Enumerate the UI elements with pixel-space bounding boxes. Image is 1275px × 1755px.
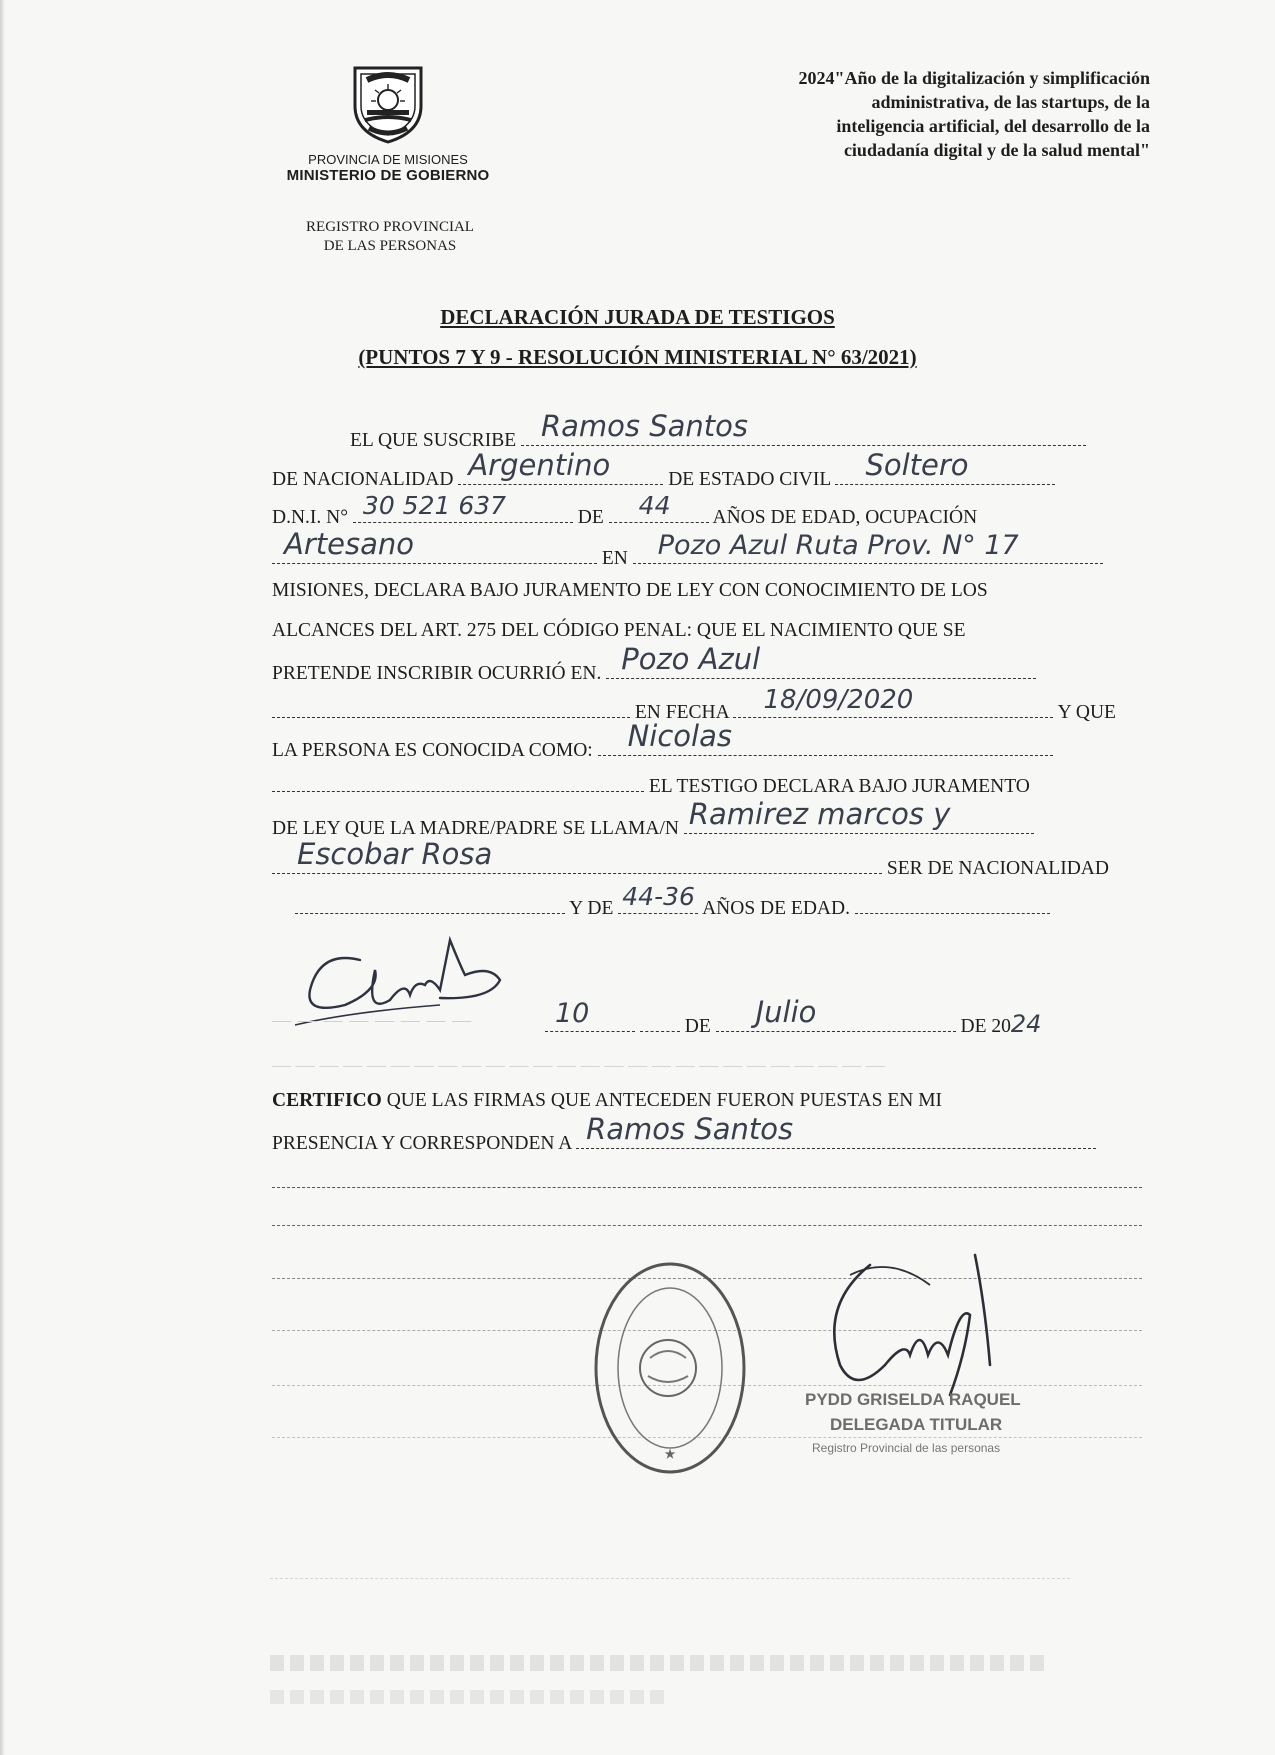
registry-line-2: DE LAS PERSONAS: [323, 238, 457, 254]
fecha-field: [733, 685, 1053, 718]
testigo-label: EL TESTIGO DECLARA BAJO JURAMENTO: [648, 776, 1030, 797]
faded-carbon-text-1: — — — — — — — —: [272, 1010, 473, 1031]
form-line-testigo: [272, 773, 1030, 798]
dni-field: [353, 491, 573, 523]
mes-value: Julio: [755, 995, 817, 1029]
conocida-value: Nicolas: [627, 719, 732, 753]
estado-civil-label: DE ESTADO CIVIL: [668, 469, 831, 490]
form-line-presencia: [272, 1112, 1096, 1155]
testigo-leading-blank: [272, 773, 644, 792]
province-crest-icon: [345, 60, 431, 146]
form-line-lugar: [272, 642, 1036, 685]
faded-bottom-text-1: [270, 1655, 1050, 1671]
ocupacion-field: [272, 527, 597, 564]
presencia-field: [576, 1112, 1096, 1149]
presencia-value: Ramos Santos: [586, 1112, 794, 1146]
de2-label: DE: [684, 1016, 711, 1037]
suscribe-label: EL QUE SUSCRIBE: [350, 430, 517, 451]
year-motto: [640, 66, 1150, 162]
declara-line-1: MISIONES, DECLARA BAJO JURAMENTO DE LEY CON CONOCIMIENTO DE LOS: [272, 580, 988, 601]
document-title: DECLARACIÓN JURADA DE TESTIGOS: [440, 305, 835, 329]
nacionalidad-label: DE NACIONALIDAD: [272, 469, 454, 490]
certifico-rest: QUE LAS FIRMAS QUE ANTECEDEN FUERON PUESTAS EN MI: [386, 1090, 943, 1111]
form-line-ocupacion: [272, 527, 1103, 570]
declara-line-2: ALCANCES DEL ART. 275 DEL CÓDIGO PENAL: QUE EL NACIMIENTO QUE SE: [272, 620, 966, 641]
mes-field: [716, 995, 956, 1032]
conocida-label: LA PERSONA ES CONOCIDA COMO:: [272, 740, 593, 761]
official-org: Registro Provincial de las personas: [812, 1441, 1001, 1455]
official-name: PYDD GRISELDA RAQUEL: [805, 1390, 1021, 1409]
anios-label: AÑOS DE EDAD.: [702, 898, 850, 919]
form-line-edades: [295, 882, 1050, 920]
dni-value: 30 521 637: [362, 491, 507, 520]
y-de-label: Y DE: [569, 898, 614, 919]
en-label: EN: [601, 548, 628, 569]
padres-value-1: Ramirez marcos y: [688, 797, 951, 831]
form-line-conocida: [272, 719, 1053, 762]
dia-value: 10: [555, 998, 590, 1029]
fecha-label: EN FECHA: [634, 702, 729, 723]
presencia-label: PRESENCIA Y CORRESPONDEN A: [272, 1133, 572, 1154]
anio-value: 24: [1010, 1010, 1042, 1038]
form-line-suscribe: [350, 409, 1086, 452]
form-line-nacionalidad: [272, 448, 1055, 491]
motto-line-3: inteligencia artificial, del desarrollo de la: [836, 116, 1150, 136]
fecha-value: 18/09/2020: [763, 685, 914, 715]
edad-field: [609, 491, 709, 523]
fecha-leading-blank: [272, 699, 630, 718]
ministry-logo-block: [268, 60, 508, 184]
motto-line-1: 2024"Año de la digitalización y simplificación: [798, 68, 1150, 88]
faded-bottom-text-2: [270, 1690, 670, 1704]
nacionalidad2-label: SER DE NACIONALIDAD: [886, 858, 1109, 879]
nacionalidad2-blank: [295, 895, 565, 914]
dni-label: D.N.I. N°: [272, 507, 349, 528]
padres-field-1: [684, 797, 1034, 834]
domicilio-value: Pozo Azul Ruta Prov. N° 17: [657, 530, 1019, 561]
scan-edge: [0, 0, 5, 1755]
form-line-dni: [272, 491, 978, 529]
lugar-field: [606, 642, 1036, 679]
nacionalidad-field: [458, 448, 663, 485]
official-seal-stamp: [590, 1258, 750, 1478]
form-line-padres-2: [272, 837, 1109, 880]
edad-label: AÑOS DE EDAD, OCUPACIÓN: [712, 507, 978, 528]
suscribe-field: [521, 409, 1086, 446]
certifico-bold: CERTIFICO: [272, 1090, 382, 1111]
lugar-value: Pozo Azul: [621, 642, 761, 676]
anios-trailing-blank: [855, 895, 1050, 914]
anio-label: DE 20: [960, 1016, 1011, 1037]
registry-line-1: REGISTRO PROVINCIAL: [306, 219, 474, 235]
motto-line-4: ciudadanía digital y de la salud mental": [843, 140, 1150, 160]
official-role: DELEGADA TITULAR: [830, 1415, 1003, 1434]
dia-field: [545, 998, 635, 1032]
ocupacion-value: Artesano: [284, 527, 414, 561]
edad-value: 44: [638, 491, 671, 520]
nacionalidad-value: Argentino: [468, 448, 611, 482]
suscribe-value: Ramos Santos: [541, 409, 749, 443]
province-name: PROVINCIA DE MISIONES: [308, 152, 468, 167]
domicilio-field: [633, 530, 1103, 564]
document-subtitle: (PUNTOS 7 Y 9 - RESOLUCIÓN MINISTERIAL N° 63/2021): [358, 345, 917, 369]
registry-name: [270, 218, 510, 256]
estado-civil-field: [835, 448, 1055, 485]
y-que-label: Y QUE: [1057, 702, 1116, 723]
de-label: DE: [577, 507, 604, 528]
padres-label: DE LEY QUE LA MADRE/PADRE SE LLAMA/N: [272, 818, 679, 839]
ministry-name: MINISTERIO DE GOBIERNO: [286, 167, 490, 184]
form-line-padres: [272, 797, 1034, 840]
padres-value-2: Escobar Rosa: [297, 837, 493, 871]
blank-line-2: [272, 1225, 1142, 1226]
certifico-line: [272, 1090, 942, 1112]
faded-bottom-line-1: [270, 1578, 1070, 1579]
blank-line-1: [272, 1187, 1142, 1188]
lugar-label: PRETENDE INSCRIBIR OCURRIÓ EN.: [272, 663, 602, 684]
official-signature: [810, 1245, 1020, 1405]
form-line-fecha-firma: [545, 995, 1042, 1038]
edades-field: [618, 882, 698, 914]
faded-carbon-text-2: — — — — — — — — — — — — — — — — — — — — — — — — — —: [272, 1055, 885, 1076]
dia-gap: [640, 1013, 680, 1032]
conocida-field: [598, 719, 1053, 756]
motto-line-2: administrativa, de las startups, de la: [871, 92, 1150, 112]
padres-field-2: [272, 837, 882, 874]
edades-value: 44-36: [622, 882, 695, 911]
svg-text:★: ★: [664, 1447, 676, 1461]
estado-civil-value: Soltero: [865, 448, 969, 482]
